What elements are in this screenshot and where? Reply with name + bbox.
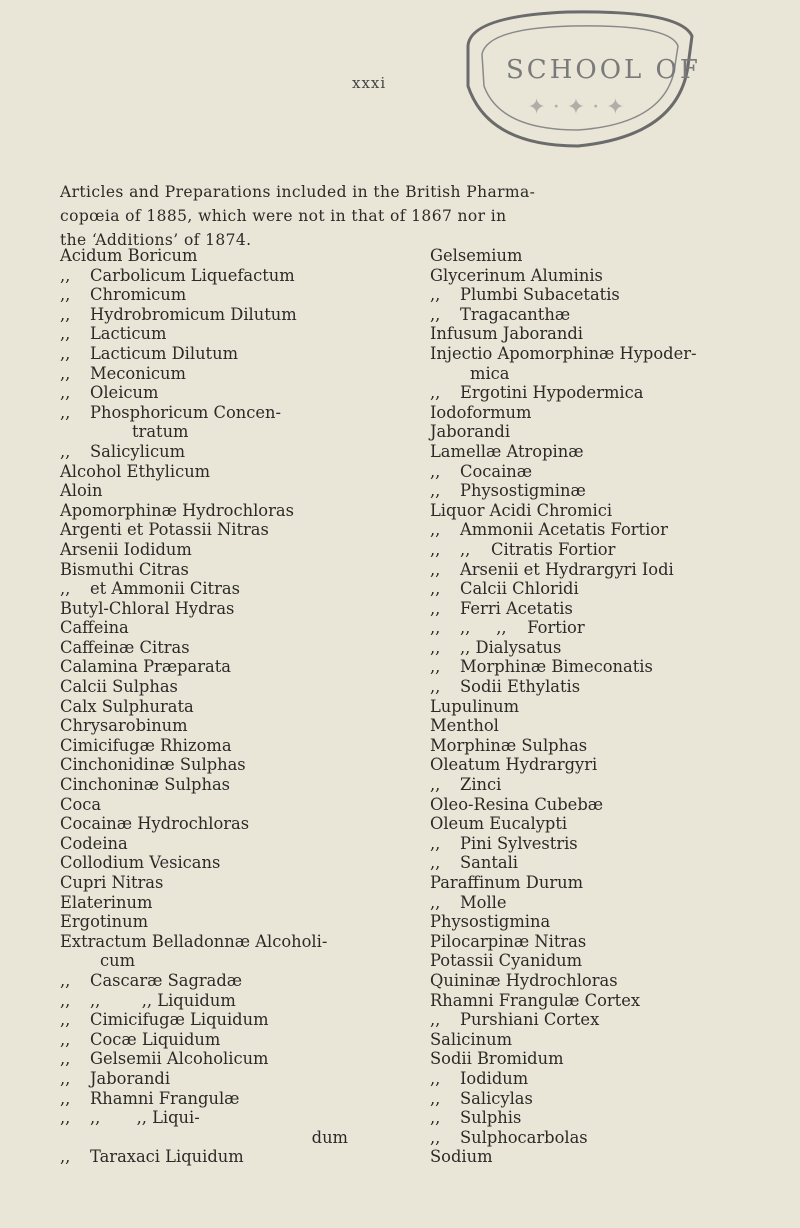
entry-text: Infusum Jaborandi: [430, 324, 583, 344]
library-stamp: [448, 6, 700, 156]
entry-text: Collodium Vesicans: [60, 853, 221, 873]
left-column-entry: [60, 873, 378, 893]
entry-text: Cimicifugæ Rhizoma: [60, 735, 232, 755]
entry-continuation: cum: [100, 951, 136, 971]
ditto-mark: ,,: [60, 1049, 71, 1069]
entry-text: Codeina: [60, 833, 128, 853]
right-column-entry: [430, 873, 755, 893]
entry-text: Chrysarobinum: [60, 716, 188, 736]
left-column-entry: [60, 697, 378, 717]
left-column-entry: [60, 1049, 378, 1069]
right-column-entry: [430, 266, 755, 286]
entry-text: Physostigmina: [430, 912, 551, 932]
entry-continuation: dum: [311, 1127, 348, 1147]
ditto-mark: ,,: [60, 265, 71, 285]
entry-text: Ergotini Hypodermica: [460, 383, 644, 403]
entry-text: Iodoformum: [430, 402, 532, 422]
entry-text: Argenti et Potassii Nitras: [60, 520, 269, 540]
left-column-entry: [60, 775, 378, 795]
left-column-entry: [60, 1108, 378, 1147]
right-column-entry: [430, 1147, 755, 1167]
ditto-mark: ,,: [60, 383, 71, 403]
ditto-mark: ,,: [430, 618, 441, 638]
entry-text: Caffeina: [60, 618, 129, 638]
ditto-mark: ,,: [430, 481, 441, 501]
right-column-entry: [430, 501, 755, 521]
ditto-mark: ,,: [430, 1088, 441, 1108]
entry-text: Pini Sylvestris: [460, 833, 578, 853]
section-heading: [60, 180, 760, 252]
ditto-mark: ,,: [430, 1108, 441, 1128]
left-column-entry: [60, 814, 378, 834]
ditto-mark: ,,: [60, 990, 71, 1010]
ditto-mark: ,,: [430, 1127, 441, 1147]
entry-text: Cascaræ Sagradæ: [90, 970, 243, 990]
ditto-mark: ,,: [60, 441, 71, 461]
ditto-mark: ,,: [60, 1108, 71, 1128]
left-column-entry: [60, 520, 378, 540]
entry-text: ,, ,, Liqui-: [90, 1108, 200, 1128]
ditto-mark: ,,: [60, 1147, 71, 1167]
entry-text: Sodii Ethylatis: [460, 677, 581, 697]
entry-text: ,, Dialysatus: [460, 637, 562, 657]
right-column-list: [430, 246, 755, 1167]
left-column-entry: [60, 501, 378, 521]
ditto-mark: ,,: [430, 559, 441, 579]
entry-text: Gelsemium: [430, 246, 523, 265]
entry-text: Caffeinæ Citras: [60, 637, 190, 657]
entry-text: Taraxaci Liquidum: [90, 1147, 244, 1167]
ditto-mark: ,,: [430, 579, 441, 599]
left-column-entry: [60, 324, 378, 344]
entry-text: Aloin: [60, 481, 103, 501]
right-column-entry: [430, 716, 755, 736]
ditto-mark: ,,: [430, 637, 441, 657]
entry-text: Physostigminæ: [460, 481, 586, 501]
left-column-list: [60, 246, 378, 1167]
entry-text: Santali: [460, 853, 519, 873]
entry-text: Lacticum Dilutum: [90, 343, 239, 363]
entry-text: Oleatum Hydrargyri: [430, 755, 598, 775]
ditto-mark: ,,: [430, 775, 441, 795]
entry-text: Tragacanthæ: [460, 304, 571, 324]
ditto-mark: ,,: [60, 324, 71, 344]
left-column-entry: [60, 795, 378, 815]
entry-text: Hydrobromicum Dilutum: [90, 304, 297, 324]
right-column-entry: [430, 1010, 755, 1030]
left-column-entry: [60, 442, 378, 462]
entry-text: Lamellæ Atropinæ: [430, 441, 584, 461]
entry-text: et Ammonii Citras: [90, 579, 240, 599]
left-column-entry: [60, 285, 378, 305]
right-column-entry: [430, 638, 755, 658]
right-column-entry: [430, 991, 755, 1011]
left-column-entry: [60, 364, 378, 384]
ditto-mark: ,,: [430, 833, 441, 853]
stamp-text: SCHOOL OF: [506, 55, 700, 85]
entry-text: Alcohol Ethylicum: [60, 461, 211, 481]
entry-text: Chromicum: [90, 285, 187, 305]
left-column-entry: [60, 893, 378, 913]
left-column-entry: [60, 755, 378, 775]
entry-text: ,, ,, Liquidum: [90, 990, 236, 1010]
left-column-entry: [60, 1030, 378, 1050]
entry-text: Gelsemii Alcoholicum: [90, 1049, 269, 1069]
ditto-mark: ,,: [430, 677, 441, 697]
entry-text: Molle: [460, 892, 507, 912]
right-column-entry: [430, 462, 755, 482]
entry-text: Elaterinum: [60, 892, 153, 912]
entry-text: Iodidum: [460, 1068, 529, 1088]
page-number: xxxi: [352, 74, 387, 92]
ditto-mark: ,,: [60, 285, 71, 305]
entry-text: Cimicifugæ Liquidum: [90, 1010, 269, 1030]
left-column-entry: [60, 1069, 378, 1089]
entry-text: Rhamni Frangulæ: [90, 1088, 240, 1108]
right-column-entry: [430, 1030, 755, 1050]
right-column-entry: [430, 383, 755, 403]
ditto-mark: ,,: [60, 1068, 71, 1088]
entry-text: Rhamni Frangulæ Cortex: [430, 990, 641, 1010]
right-column-entry: [430, 853, 755, 873]
ditto-mark: ,,: [60, 343, 71, 363]
left-column-entry: [60, 579, 378, 599]
entry-text: Potassii Cyanidum: [430, 951, 583, 971]
right-column-entry: [430, 520, 755, 540]
entry-text: Apomorphinæ Hydrochloras: [60, 500, 294, 520]
entry-text: Ammonii Acetatis Fortior: [460, 520, 668, 540]
ditto-mark: ,,: [430, 539, 441, 559]
right-column-entry: [430, 1049, 755, 1069]
heading-line-1: Articles and Preparations included in the British Pharma-: [60, 183, 536, 201]
left-column-entry: [60, 716, 378, 736]
entry-text: Cocæ Liquidum: [90, 1029, 221, 1049]
left-column-entry: [60, 540, 378, 560]
right-column-entry: [430, 1108, 755, 1128]
entry-text: Zinci: [460, 775, 502, 795]
ditto-mark: ,,: [60, 970, 71, 990]
entry-text: Sodii Bromidum: [430, 1049, 564, 1069]
heading-line-3: the ‘Additions’ of 1874.: [60, 231, 252, 249]
right-column-entry: [430, 246, 755, 266]
right-column-entry: [430, 579, 755, 599]
left-column-entry: [60, 912, 378, 932]
entry-text: Purshiani Cortex: [460, 1010, 600, 1030]
right-column-entry: [430, 912, 755, 932]
entry-text: Bismuthi Citras: [60, 559, 189, 579]
heading-line-2: copœia of 1885, which were not in that of 1867 nor in: [60, 207, 507, 225]
ditto-mark: ,,: [430, 853, 441, 873]
left-column-entry: [60, 677, 378, 697]
entry-text: Oleo-Resina Cubebæ: [430, 794, 604, 814]
left-column-entry: [60, 991, 378, 1011]
ditto-mark: ,,: [430, 285, 441, 305]
entry-continuation: mica: [470, 363, 510, 383]
left-column-entry: [60, 618, 378, 638]
entry-text: ,, ,, Fortior: [460, 618, 585, 638]
right-column-entry: [430, 285, 755, 305]
left-column-entry: [60, 1089, 378, 1109]
entry-text: Calcii Sulphas: [60, 677, 178, 697]
left-column-entry: [60, 834, 378, 854]
left-column-entry: [60, 462, 378, 482]
entry-text: Cocainæ Hydrochloras: [60, 814, 250, 834]
right-column-entry: [430, 618, 755, 638]
ditto-mark: ,,: [60, 1010, 71, 1030]
ditto-mark: ,,: [60, 579, 71, 599]
ditto-mark: ,,: [430, 1068, 441, 1088]
left-column-entry: [60, 657, 378, 677]
left-column-entry: [60, 932, 378, 971]
entry-text: Calx Sulphurata: [60, 696, 194, 716]
ditto-mark: ,,: [60, 363, 71, 383]
entry-text: Liquor Acidi Chromici: [430, 500, 613, 520]
entry-text: Ferri Acetatis: [460, 598, 573, 618]
entry-text: Oleum Eucalypti: [430, 814, 568, 834]
left-column-entry: [60, 246, 378, 266]
right-column-entry: [430, 560, 755, 580]
right-column-entry: [430, 736, 755, 756]
right-column-entry: [430, 540, 755, 560]
right-column-entry: [430, 481, 755, 501]
right-column-entry: [430, 971, 755, 991]
right-column-entry: [430, 344, 755, 383]
entry-text: Quininæ Hydrochloras: [430, 970, 618, 990]
entry-text: Sulphis: [460, 1108, 522, 1128]
entry-text: Butyl-Chloral Hydras: [60, 598, 235, 618]
left-column-entry: [60, 305, 378, 325]
left-column-entry: [60, 1147, 378, 1167]
left-column-entry: [60, 383, 378, 403]
right-column-entry: [430, 1128, 755, 1148]
entry-text: Paraffinum Durum: [430, 873, 584, 892]
entry-text: Morphinæ Sulphas: [430, 735, 588, 755]
right-column-entry: [430, 1069, 755, 1089]
right-column-entry: [430, 755, 755, 775]
entry-text: Acidum Boricum: [60, 246, 198, 265]
right-column-entry: [430, 422, 755, 442]
entry-text: Phosphoricum Concen-: [90, 402, 282, 422]
right-column-entry: [430, 834, 755, 854]
right-column-entry: [430, 814, 755, 834]
ditto-mark: ,,: [60, 1088, 71, 1108]
entry-text: Plumbi Subacetatis: [460, 285, 620, 305]
left-column-entry: [60, 971, 378, 991]
left-column-entry: [60, 638, 378, 658]
left-column-entry: [60, 853, 378, 873]
left-column-entry: [60, 736, 378, 756]
left-column-entry: [60, 481, 378, 501]
right-column-entry: [430, 657, 755, 677]
right-column-entry: [430, 324, 755, 344]
entry-text: Cocainæ: [460, 461, 533, 481]
ditto-mark: ,,: [430, 304, 441, 324]
left-column-entry: [60, 560, 378, 580]
ditto-mark: ,,: [430, 598, 441, 618]
entry-text: Salicinum: [430, 1029, 513, 1049]
entry-text: Jaborandi: [90, 1068, 171, 1088]
left-column-entry: [60, 599, 378, 619]
right-column-entry: [430, 893, 755, 913]
entry-text: Lupulinum: [430, 696, 520, 716]
svg-text:✦ · ✦ · ✦: ✦ · ✦ · ✦: [527, 95, 625, 120]
left-column-entry: [60, 266, 378, 286]
entry-text: Pilocarpinæ Nitras: [430, 931, 587, 951]
entry-continuation: tratum: [132, 422, 189, 442]
right-column-entry: [430, 677, 755, 697]
ditto-mark: ,,: [430, 892, 441, 912]
left-column-entry: [60, 344, 378, 364]
right-column-entry: [430, 442, 755, 462]
right-column-entry: [430, 599, 755, 619]
right-column-entry: [430, 1089, 755, 1109]
entry-text: Calamina Præparata: [60, 657, 232, 677]
ditto-mark: ,,: [60, 1029, 71, 1049]
ditto-mark: ,,: [430, 461, 441, 481]
right-column-entry: [430, 305, 755, 325]
ditto-mark: ,,: [430, 1010, 441, 1030]
entry-text: Extractum Belladonnæ Alcoholi-: [60, 931, 328, 951]
entry-text: Arsenii Iodidum: [60, 539, 192, 559]
entry-text: Calcii Chloridi: [460, 579, 579, 599]
right-column-entry: [430, 795, 755, 815]
left-column-entry: [60, 403, 378, 442]
ditto-mark: ,,: [430, 520, 441, 540]
entry-text: Injectio Apomorphinæ Hypoder-: [430, 343, 697, 363]
entry-text: Sulphocarbolas: [460, 1127, 588, 1147]
entry-text: Sodium: [430, 1147, 493, 1167]
ditto-mark: ,,: [60, 304, 71, 324]
entry-text: Salicylicum: [90, 441, 186, 461]
entry-text: Glycerinum Aluminis: [430, 265, 603, 285]
entry-text: Arsenii et Hydrargyri Iodi: [460, 559, 674, 579]
right-column-entry: [430, 775, 755, 795]
entry-text: Meconicum: [90, 363, 186, 383]
ditto-mark: ,,: [430, 383, 441, 403]
stamp-seal-icon: [448, 6, 700, 156]
right-column-entry: [430, 932, 755, 952]
entry-text: Ergotinum: [60, 912, 149, 932]
entry-text: Coca: [60, 794, 102, 814]
entry-text: Cupri Nitras: [60, 873, 164, 892]
entry-text: Morphinæ Bimeconatis: [460, 657, 653, 677]
entry-text: ,, Citratis Fortior: [460, 539, 616, 559]
entry-text: Oleicum: [90, 383, 159, 403]
entry-text: Lacticum: [90, 324, 167, 344]
ditto-mark: ,,: [430, 657, 441, 677]
entry-text: Jaborandi: [430, 422, 511, 442]
ditto-mark: ,,: [60, 402, 71, 422]
right-column-entry: [430, 951, 755, 971]
entry-text: Menthol: [430, 716, 499, 736]
entry-text: Salicylas: [460, 1088, 533, 1108]
entry-text: Carbolicum Liquefactum: [90, 265, 295, 285]
entry-text: Cinchonidinæ Sulphas: [60, 755, 246, 775]
left-column-entry: [60, 1010, 378, 1030]
entry-text: Cinchoninæ Sulphas: [60, 775, 231, 795]
right-column-entry: [430, 403, 755, 423]
right-column-entry: [430, 697, 755, 717]
